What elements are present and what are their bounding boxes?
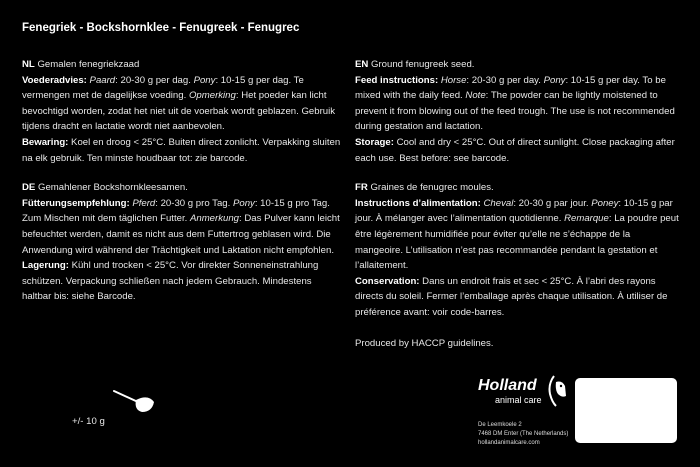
address-line: 7468 DM Enter (The Netherlands) — [478, 431, 569, 437]
animal-label: Paard — [89, 74, 116, 86]
storage-label: Bewaring: — [22, 136, 69, 148]
feed-label: Instructions d’alimentation: — [355, 197, 481, 209]
lang-code: DE — [22, 182, 36, 194]
feed-label: Voederadvies: — [22, 74, 87, 86]
animal-label: Cheval — [483, 197, 514, 209]
horse-head-icon — [546, 374, 568, 408]
note-label: Note — [465, 90, 486, 102]
animal-label: Pony — [543, 74, 566, 86]
animal-label: Horse — [440, 74, 467, 86]
feed-label: Feed instructions: — [355, 74, 439, 86]
note-label: Opmerking — [188, 90, 236, 102]
right-column — [355, 57, 680, 351]
animal-label: Pony — [232, 197, 255, 209]
lang-code: NL — [22, 59, 35, 70]
note-label: Anmerkung — [189, 213, 240, 225]
dose-label: +/- 10 g — [72, 416, 105, 427]
section-fr: FR Graines de fenugrec moules. Instructions d’alimentation: Cheval: 20-30 g par jour. Poney: 10-15 g par jour. À mélanger avec l’alimentation quotidienne. Remarque: La poudre peut être légèrement humidifiée pour éviter qu’elle ne s’échappe de la mangeoire. L’utilisation n’est pas recommandée pendant la gestation et l’allaitement. Conservation: Dans un endroit frais et sec < 25°C. À l’abri des rayons directs du soleil. Fermer l’emballage après chaque utilisation. À utiliser de préférence avant: voir code-barres. — [355, 182, 679, 318]
lang-code: EN — [355, 59, 369, 70]
storage-label: Storage: — [355, 136, 394, 148]
description: Gemalen fenegriekzaad — [37, 59, 140, 70]
animal-label: Pony — [193, 74, 216, 86]
address-line: De Leemkoele 2 — [478, 422, 522, 428]
storage-text: Kühl und trocken < 25°C. Vor direkter Sonneneinstrahlung schützen. Verpackung schließen nach jedem Gebrauch. Mindestens haltbar bis: siehe Barcode. — [22, 260, 319, 303]
brand-subtitle: animal care — [495, 395, 542, 405]
address — [478, 421, 568, 448]
animal-label: Pferd — [132, 197, 156, 209]
description: Graines de fenugrec moules. — [370, 182, 494, 194]
left-column — [22, 57, 342, 305]
brand-name: Holland — [478, 377, 537, 394]
section-en: EN Ground fenugreek seed. Feed instructions: Horse: 20-30 g per day. Pony: 10-15 g per day. To be mixed with the daily feed. Note: The powder can be lightly moistened to prevent it from blowing out of the feed trough. The use is not recommended during gestation and lactation. Storage: Cool and dry < 25°C. Out of direct sunlight. Close packaging after each use. Best before: see barcode. — [355, 59, 675, 164]
note-label: Remarque — [564, 213, 609, 225]
storage-text: Dans un endroit frais et sec < 25°C. À l’abri des rayons directs du soleil. Fermer l’emballage après chaque utilisation. À utiliser de préférence avant: voir code-barres. — [355, 275, 668, 318]
storage-label: Conservation: — [355, 275, 420, 287]
description: Ground fenugreek seed. — [371, 59, 475, 70]
brand-logo — [478, 376, 568, 408]
barcode-label-area — [575, 378, 677, 443]
storage-text: Koel en droog < 25°C. Buiten direct zonlicht. Verpakking sluiten na elk gebruik. Ten minste houdbaar tot: zie barcode. — [22, 136, 341, 164]
lang-code: FR — [355, 182, 368, 194]
section-nl: NL Gemalen fenegriekzaad Voederadvies: Paard: 20-30 g per dag. Pony: 10-15 g per dag. Te vermengen met de dagelijkse voeding. Opmerking: Het poeder kan licht bevochtigd worden, zodat het niet uit de voerbak wordt geblazen. Gebruik tijdens dracht en lactatie wordt niet aanbevolen. Bewaring: Koel en droog < 25°C. Buiten direct zonlicht. Verpakking sluiten na elk gebruik. Ten minste houdbaar tot: zie barcode. — [22, 59, 341, 164]
description: Gemahlener Bockshornkleesamen. — [38, 182, 188, 194]
website: hollandanimalcare.com — [478, 440, 540, 446]
storage-text: Cool and dry < 25°C. Out of direct sunlight. Close packaging after each use. Best before: see barcode. — [355, 136, 675, 164]
feed-label: Fütterungsempfehlung: — [22, 197, 130, 209]
storage-label: Lagerung: — [22, 260, 69, 272]
animal-label: Poney — [591, 197, 619, 209]
product-title: Fenegriek - Bockshornklee - Fenugreek - Fenugrec — [22, 22, 300, 34]
haccp-note: Produced by HACCP guidelines. — [355, 337, 494, 349]
section-de: DE Gemahlener Bockshornkleesamen. Fütterungsempfehlung: Pferd: 20-30 g pro Tag. Pony: 10-15 g pro Tag. Zum Mischen mit dem täglichen Futter. Anmerkung: Das Pulver kann leicht befeuchtet werden, damit es nicht aus dem Futtertrog geblasen wird. Die Anwendung wird während der Trächtigkeit und Laktation nicht empfohlen. Lagerung: Kühl und trocken < 25°C. Vor direkter Sonneneinstrahlung schützen. Verpackung schließen nach jedem Gebrauch. Mindestens haltbar bis: siehe Barcode. — [22, 182, 340, 303]
scoop-icon — [112, 388, 156, 418]
